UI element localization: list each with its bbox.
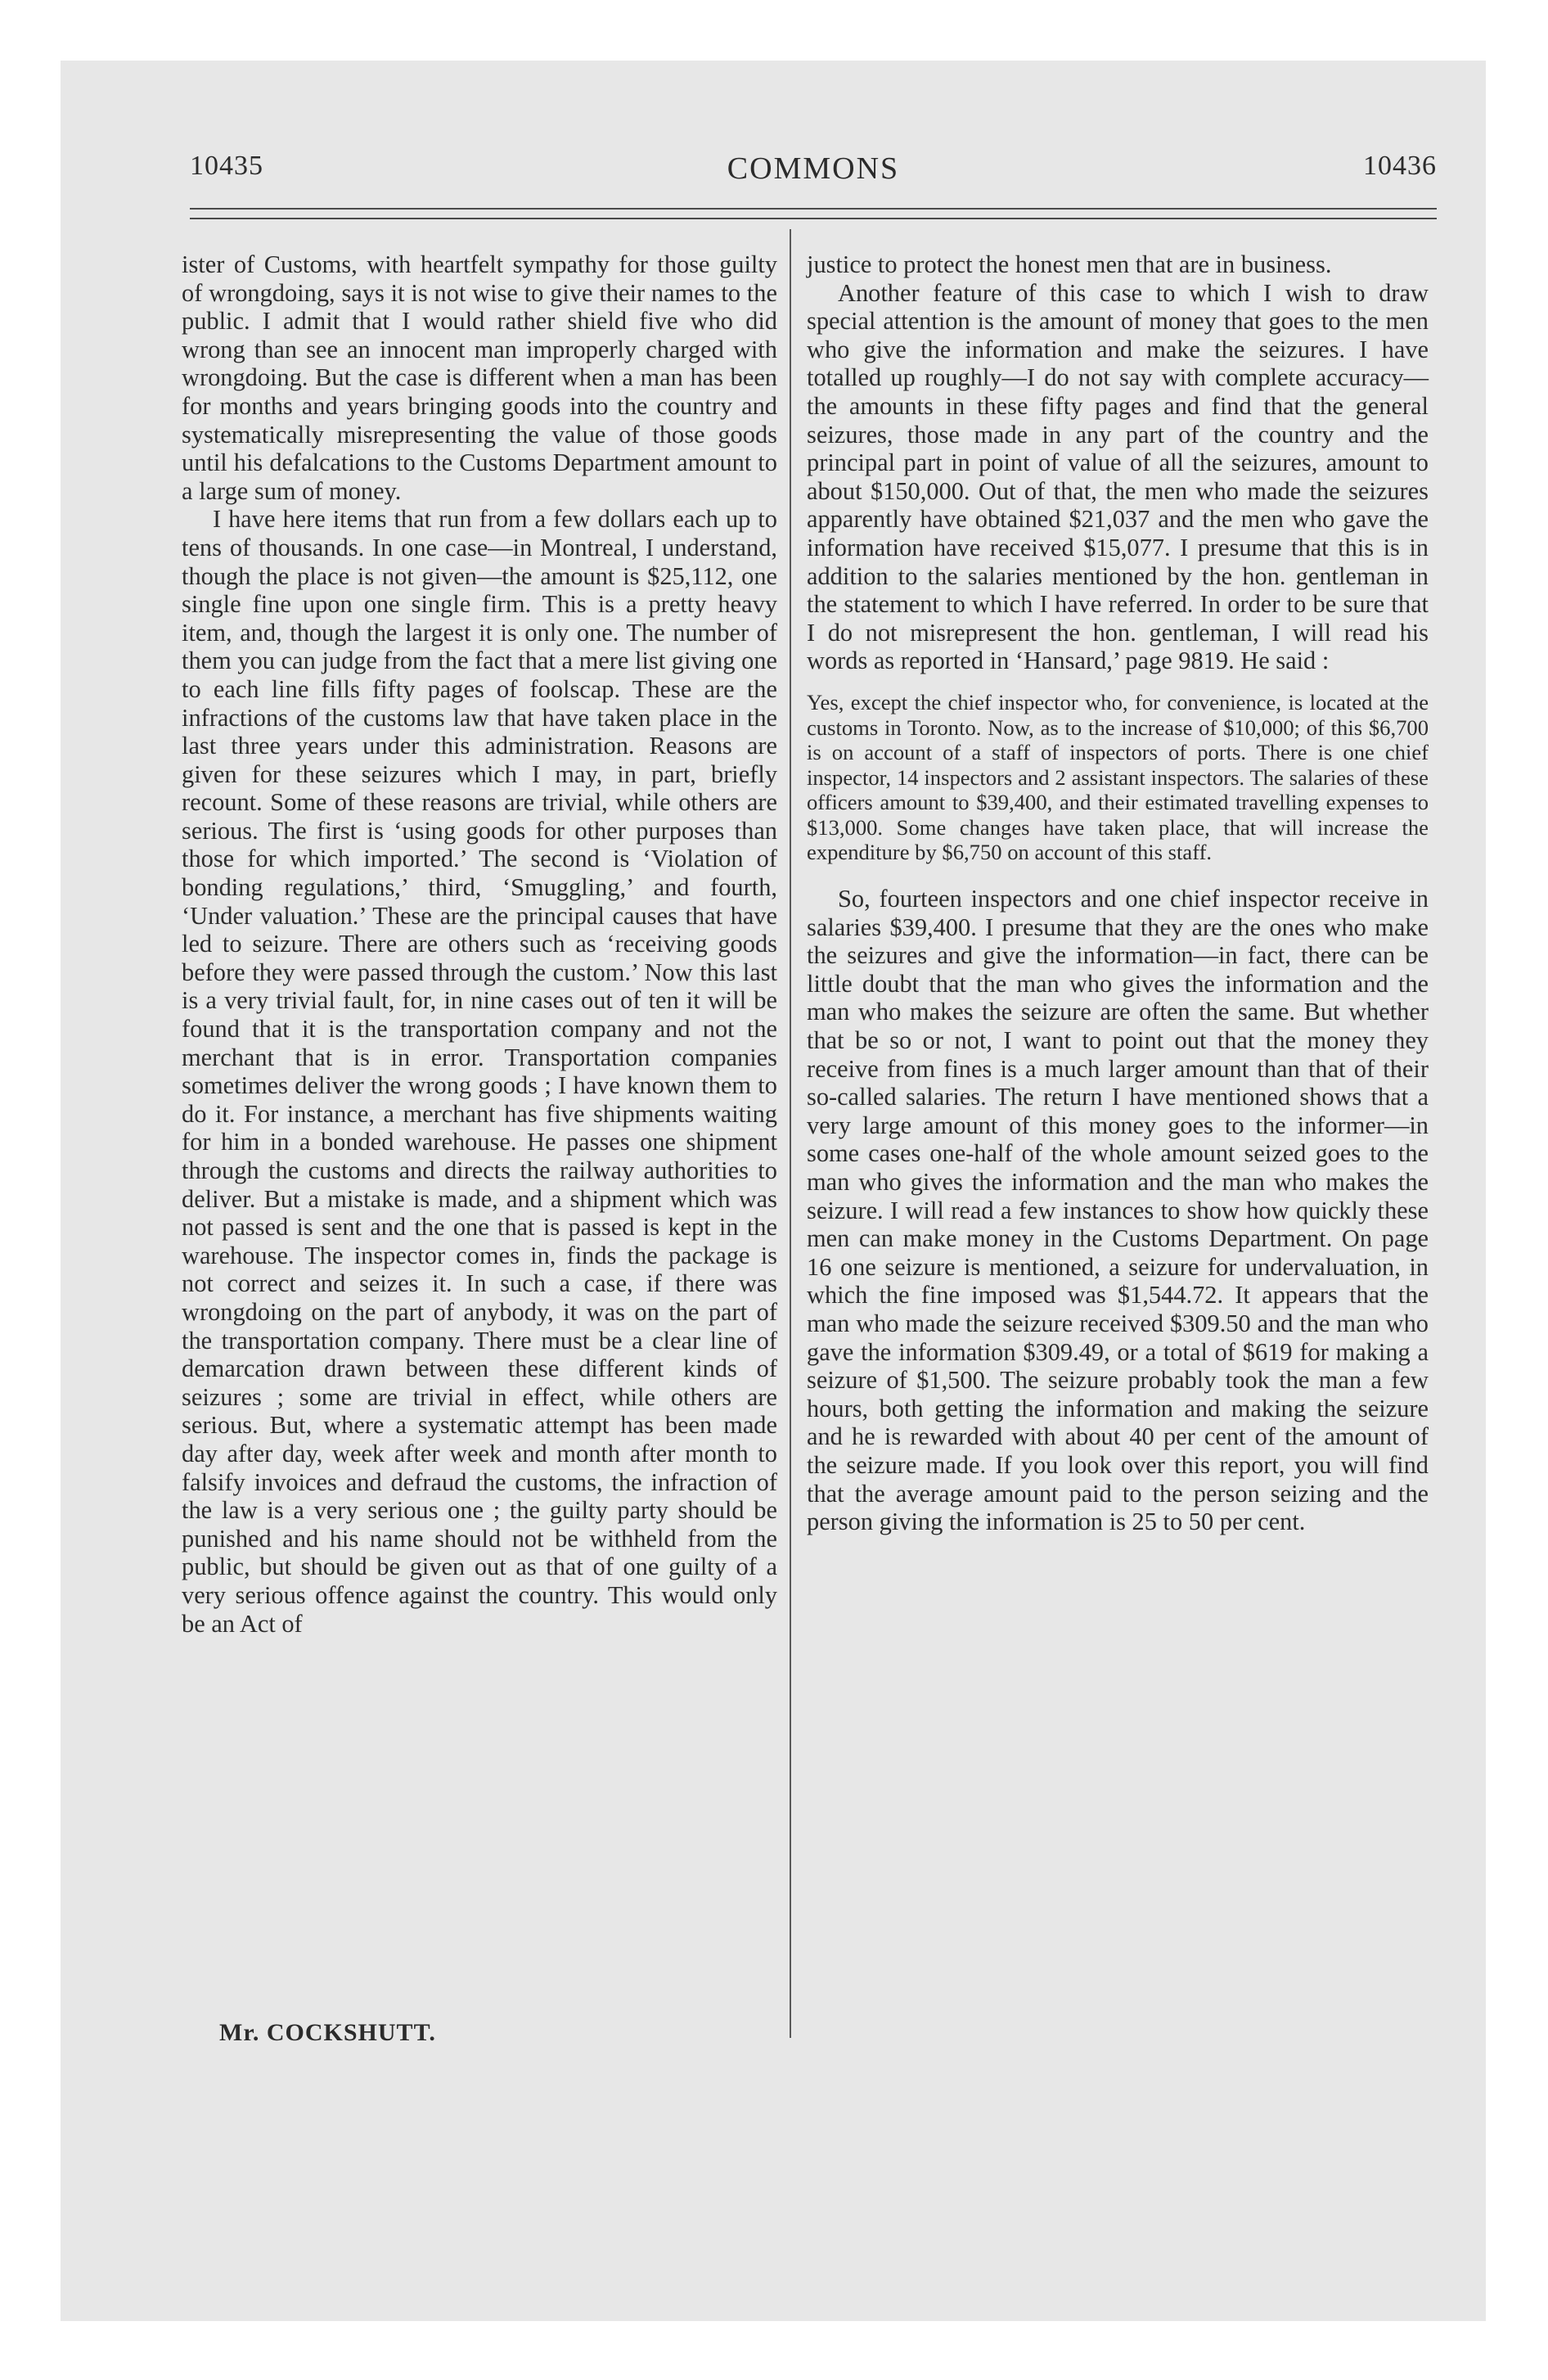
right-paragraph-2: Another feature of this case to which I wish to draw special attention is the amount of money that goes to the men who give the information and make the seizures. I have totalled up roughly—I do not say with complete accuracy—the amounts in these fifty pages and find that the general seizures, those made in any part of the country and the principal part in point of value of all the seizures, amount to about $150,000. Out of that, the men who made the seizures apparently have obtained $21,037 and the men who gave the information have received $15,077. I presume that this is in addition to the salaries mentioned by the hon. gentleman in the statement to which I have referred. In order to be sure that I do not misrepresent the hon. gentleman, I will read his words as reported in ‘Hansard,’ page 9819. He said : — [807, 278, 1429, 675]
right-paragraph-1: justice to protect the honest men that are in business. — [807, 250, 1332, 278]
speaker-name: Mr. COCKSHUTT. — [219, 2019, 436, 2046]
right-column — [807, 250, 1429, 1536]
left-paragraph-2: I have here items that run from a few dollars each up to tens of thousands. In one case—in Montreal, I understand, though the place is not given—the amount is $25,112, one single fine upon one single firm. This is a pretty heavy item, and, though the largest it is only one. The number of them you can judge from the fact that a mere list giving one to each line fills fifty pages of foolscap. These are the infractions of the customs law that have taken place in the last three years under this administration. Reasons are given for these seizures which I may, in part, briefly recount. Some of these reasons are trivial, while others are serious. The first is ‘using goods for other purposes than those for which imported.’ The second is ‘Violation of bonding regulations,’ third, ‘Smuggling,’ and fourth, ‘Under valuation.’ These are the principal causes that have led to seizure. There are others such as ‘receiving goods before they were passed through the custom.’ Now this last is a very trivial fault, for, in nine cases out of ten it will be found that it is the transportation company and not the merchant that is in error. Transportation companies sometimes deliver the wrong goods ; I have known them to do it. For instance, a merchant has five shipments waiting for him in a bonded warehouse. He passes one shipment through the customs and directs the railway authorities to deliver. But a mistake is made, and a shipment which was not passed is sent and the one that is passed is kept in the warehouse. The inspector comes in, finds the package is not correct and seizes it. In such a case, if there was wrongdoing on the part of anybody, it was on the part of the transportation company. There must be a clear line of demarcation drawn between these different kinds of seizures ; some are trivial in effect, while others are serious. But, where a systematic attempt has been made day after day, week after week and month after month to falsify invoices and defraud the customs, the infraction of the law is a very serious one ; the guilty party should be punished and his name should not be withheld from the public, but should be given out as that of one guilty of a very serious offence against the country. This would only be an Act of — [182, 505, 777, 1638]
page-header — [190, 151, 1437, 186]
page-number-right: 10436 — [1363, 151, 1437, 181]
right-paragraph-3: So, fourteen inspectors and one chief inspector receive in salaries $39,400. I presume that they are the ones who make the seizures and give the information—in fact, there can be little doubt that the man who gives the information and the man who makes the seizure are often the same. But whether that be so or not, I want to point out that the money they receive from fines is a much larger amount than that of their so-called salaries. The return I have mentioned shows that a very large amount of this money goes to the informer—in some cases one-half of the whole amount seized goes to the man who gives the information and the man who makes the seizure. I will read a few instances to show how quickly these men can make money in the Customs Department. On page 16 one seizure is mentioned, a seizure for undervaluation, in which the fine imposed was $1,544.72. It appears that the man who made the seizure received $309.50 and the man who gave the information $309.49, or a total of $619 for making a seizure of $1,500. The seizure probably took the man a few hours, both getting the information and making the seizure and he is rewarded with about 40 per cent of the amount of the seizure made. If you look over this report, you will find that the average amount paid to the person seizing and the person giving the information is 25 to 50 per cent. — [807, 885, 1429, 1536]
column-divider — [790, 229, 791, 2038]
left-column — [182, 250, 777, 1638]
hansard-quotation: Yes, except the chief inspector who, for convenience, is located at the customs in Toronto. Now, as to the increase of $10,000; of this $6,700 is on account of a staff of inspectors of ports. There is one chief inspector, 14 inspectors and 2 assistant inspectors. The salaries of these officers amount to $39,400, and their estimated travelling expenses to $13,000. Some changes have taken place, that will increase the expenditure by $6,750 on account of this staff. — [807, 689, 1429, 865]
page-number-left: 10435 — [190, 151, 263, 181]
header-rule-top — [190, 208, 1437, 210]
left-paragraph-1: ister of Customs, with heartfelt sympathy for those guilty of wrongdoing, says it is not wise to give their names to the public. I admit that I would rather shield five who did wrong than see an innocent man improperly charged with wrongdoing. But the case is different when a man has been for months and years bringing goods into the country and systematically misrepresenting the value of those goods until his defalcations to the Customs Department amount to a large sum of money. — [182, 250, 777, 505]
header-rule-bottom — [190, 218, 1437, 219]
page-title: COMMONS — [727, 151, 900, 186]
